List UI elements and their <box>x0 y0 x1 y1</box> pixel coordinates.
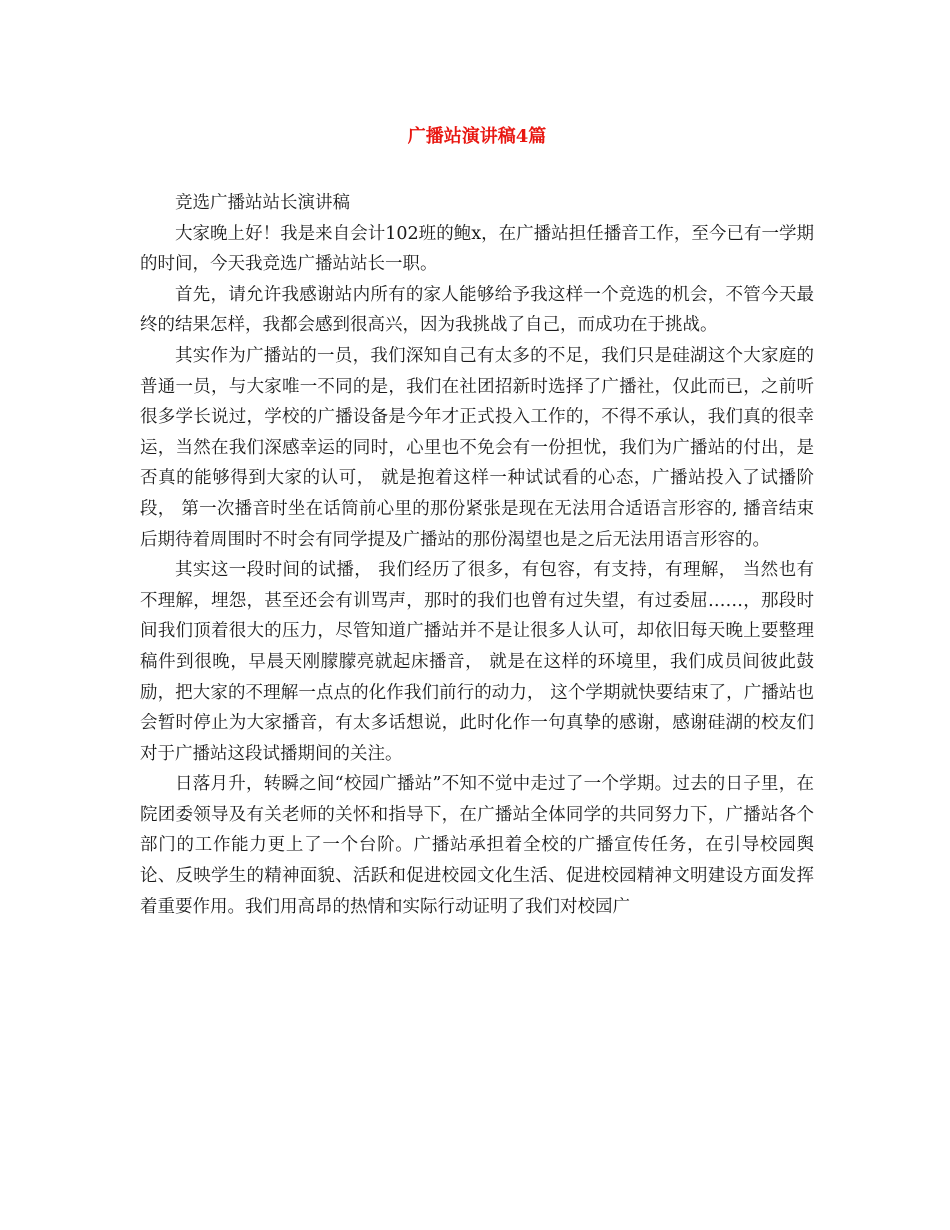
paragraph: 大家晚上好！我是来自会计102班的鲍x，在广播站担任播音工作，至今已有一学期的时间，今天我竞选广播站站长一职。 <box>140 223 814 275</box>
section-heading: 竞选广播站站长演讲稿 <box>175 193 350 213</box>
document-title: 广播站演讲稿4篇 <box>407 126 547 147</box>
paragraph: 其实作为广播站的一员，我们深知自己有太多的不足，我们只是硅湖这个大家庭的普通一员，与大家唯一不同的是，我们在社团招新时选择了广播社，仅此而已，之前听很多学长说过，学校的广播设备是今年才正式投入工作的，不得不承认，我们真的很幸运，当然在我们深感幸运的同时，心里也不免会有一份担忧，我们为广播站的付出，是否真的能够得到大家的认可， 就是抱着这样一种试试看的心态，广播站投入了试播阶段， 第一次播音时坐在话筒前心里的那份紧张是现在无法用合适语言形容的, 播音结束后期待着周围时不时会有同学提及广播站的那份渴望也是之后无法用语言形容的。 <box>140 345 814 550</box>
paragraph: 日落月升，转瞬之间“校园广播站”不知不觉中走过了一个学期。过去的日子里，在院团委领导及有关老师的关怀和指导下，在广播站全体同学的共同努力下，广播站各个部门的工作能力更上了一个台阶。广播站承担着全校的广播宣传任务，在引导校园舆论、反映学生的精神面貌、活跃和促进校园文化生活、促进校园精神文明建设方面发挥着重要作用。我们用高昂的热情和实际行动证明了我们对校园广 <box>140 774 814 917</box>
paragraph: 其实这一段时间的试播， 我们经历了很多，有包容，有支持，有理解， 当然也有不理解，埋怨，甚至还会有训骂声，那时的我们也曾有过失望，有过委屈……，那段时间我们顶着很大的压力，尽管知道广播站并不是让很多人认可，却依旧每天晚上要整理稿件到很晚，早晨天刚朦朦亮就起床播音， 就是在这样的环境里，我们成员间彼此鼓励，把大家的不理解一点点的化作我们前行的动力， 这个学期就快要结束了，广播站也会暂时停止为大家播音，有太多话想说，此时化作一句真挚的感谢，感谢硅湖的校友们对于广播站这段试播期间的关注。 <box>140 560 814 764</box>
paragraph: 首先，请允许我感谢站内所有的家人能够给予我这样一个竞选的机会，不管今天最终的结果怎样，我都会感到很高兴，因为我挑战了自己，而成功在于挑战。 <box>140 284 814 336</box>
